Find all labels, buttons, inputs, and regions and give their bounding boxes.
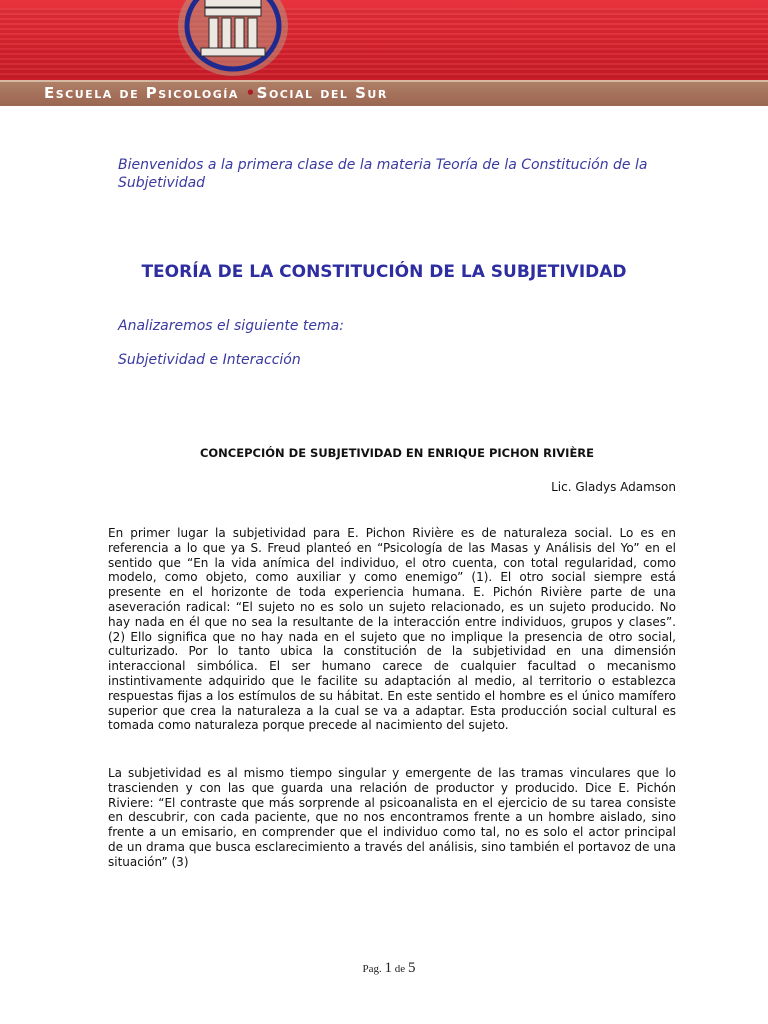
article-title: CONCEPCIÓN DE SUBJETIVIDAD EN ENRIQUE PICHON RIVIÈRE <box>199 446 595 460</box>
topic-label: Analizaremos el siguiente tema: <box>118 318 344 334</box>
header-banner <box>0 0 768 110</box>
school-name: Escuela de Psicología •Social del Sur <box>44 84 388 102</box>
page-total: 5 <box>407 960 416 976</box>
header-red-band <box>0 0 768 84</box>
page-prefix: Pag. <box>362 963 385 975</box>
topic-name: Subjetividad e Interacción <box>118 352 301 368</box>
body-paragraph: En primer lugar la subjetividad para E. Pichon Rivière es de naturaleza social. Lo es en referencia a lo que ya S. Freud planteó en “Psicología de las Masas y Análisis del Yo” en el sentido que “En la vida anímica del individuo, el otro cuenta, con total regularidad, como modelo, como objeto, como auxiliar y como enemigo” (1). El otro social siempre está presente en el horizonte de toda experiencia humana. E. Pichón Rivière parte de una aseveración radical: “El sujeto no es solo un sujeto relacionado, es un sujeto producido. No hay nada en él que no sea la resultante de la interacción entre individuos, grupos y clases”. (2) Ello significa que no hay nada en el sujeto que no implique la presencia de otro social, culturizado. Por lo tanto ubica la constitución de la subjetividad en una dimensión interaccional simbólica. El ser humano carece de cualquier facultad o mecanismo instintivamente adquirido que le facilite su adaptación al medio, al territorio o establezca respuestas fijas a los estímulos de su hábitat. En este sentido el hombre es el único mamífero superior que crea la naturaleza a la cual se va a adaptar. Esta producción social cultural es tomada como naturaleza porque precede al nacimiento del sujeto. <box>108 526 676 733</box>
page-footer <box>0 960 768 977</box>
columns-logo-icon <box>175 0 291 78</box>
page-number: 1 <box>384 960 393 976</box>
body-paragraph: La subjetividad es al mismo tiempo singular y emergente de las tramas vinculares que lo trascienden y con las que guarda una relación de productor y producido. Dice E. Pichón Riviere: “El contraste que más sorprende al psicoanalista en el ejercicio de su tarea consiste en descubrir, con cada paciente, que no nos encontramos frente a un hombre aislado, sino frente a un emisario, en comprender que el individuo como tal, no es solo el actor principal de un drama que busca esclarecimiento a través del análisis, sino también el portavoz de una situación” (3) <box>108 766 676 869</box>
article-author: Lic. Gladys Adamson <box>551 480 676 494</box>
course-title: TEORÍA DE LA CONSTITUCIÓN DE LA SUBJETIVIDAD <box>141 262 627 282</box>
page-separator: de <box>392 963 408 975</box>
welcome-text: Bienvenidos a la primera clase de la materia Teoría de la Constitución de la Subjetividad <box>118 157 648 191</box>
